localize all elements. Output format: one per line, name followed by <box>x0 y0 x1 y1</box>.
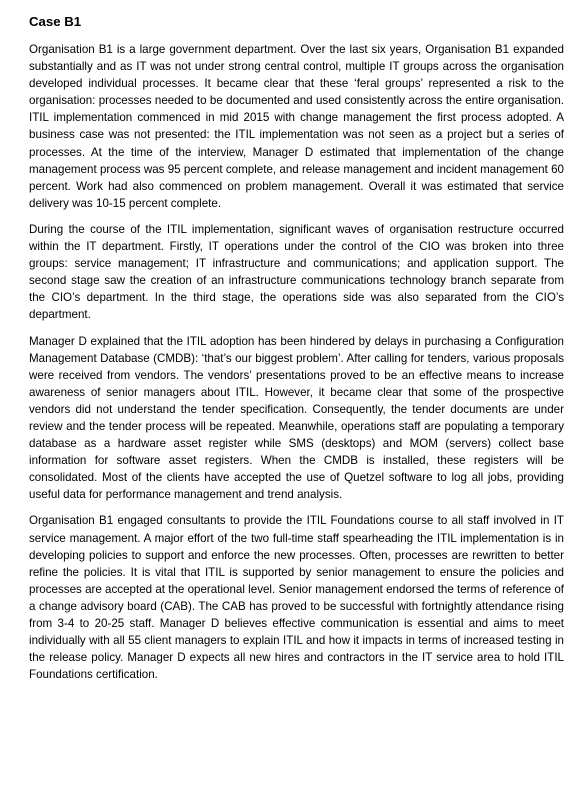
paragraph-overview: Organisation B1 is a large government department. Over the last six years, Organisation B1 expanded substantially and as IT was not under strong central control, multiple IT groups across the organisation developed individual processes. It became clear that these ‘feral groups’ represented a risk to the organisation: processes needed to be documented and used consistently across the entire organisation. ITIL implementation commenced in mid 2015 with change management the first process adopted. A business case was not presented: the ITIL implementation was not seen as a project but a series of processes. At the time of the interview, Manager D estimated that implementation of the change management process was 95 percent complete, and release management and incident management 60 percent. Work had also commenced on problem management. Overall it was estimated that service delivery was 10-15 percent complete. <box>29 43 564 210</box>
case-title: Case B1 <box>29 14 82 29</box>
paragraph-training: Organisation B1 engaged consultants to provide the ITIL Foundations course to all staff involved in IT service management. A major effort of the two full-time staff spearheading the ITIL implementation is in developing policies to support and enforce the new processes. Often, processes are rewritten to better refine the policies. It is vital that ITIL is supported by senior management to ensure the policies and processes are accepted at the operational level. Senior management endorsed the terms of reference of a change advisory board (CAB). The CAB has proved to be successful with fortnightly attendance rising from 3-4 to 20-25 staff. Manager D believes effective communication is essential and aims to meet individually with all 55 client managers to explain ITIL and how it impacts in terms of increased testing in the release policy. Manager D expects all new hires and contractors in the IT service area to hold ITIL Foundations certification. <box>29 514 564 682</box>
paragraph-restructure: During the course of the ITIL implementation, significant waves of organisation restructure occurred within the IT department. Firstly, IT operations under the control of the CIO was broken into three groups: service management; IT infrastructure and communications; and application support. The second stage saw the creation of an infrastructure communications technology branch separate from the CIO’s department. In the third stage, the operations side was also separated from the CIO’s department. <box>29 222 564 322</box>
paragraph-cmdb: Manager D explained that the ITIL adoption has been hindered by delays in purchasing a Configuration Management Database (CMDB): ‘that’s our biggest problem’. After calling for tenders, various proposals were received from vendors. The vendors’ presentations proved to be an effective means to increase awareness of senior managers about ITIL. However, it became clear that some of the prospective vendors did not understand the tender specification. Consequently, the tender documents are under review and the tender process will be repeated. Meanwhile, operations staff are populating a temporary database as a hardware asset register while SMS (desktops) and MOM (servers) collect base information for software asset registers. When the CMDB is installed, these registers will be consolidated. Most of the clients have accepted the use of Quetzel software to log all jobs, providing useful data for performance management and trend analysis. <box>29 334 564 502</box>
